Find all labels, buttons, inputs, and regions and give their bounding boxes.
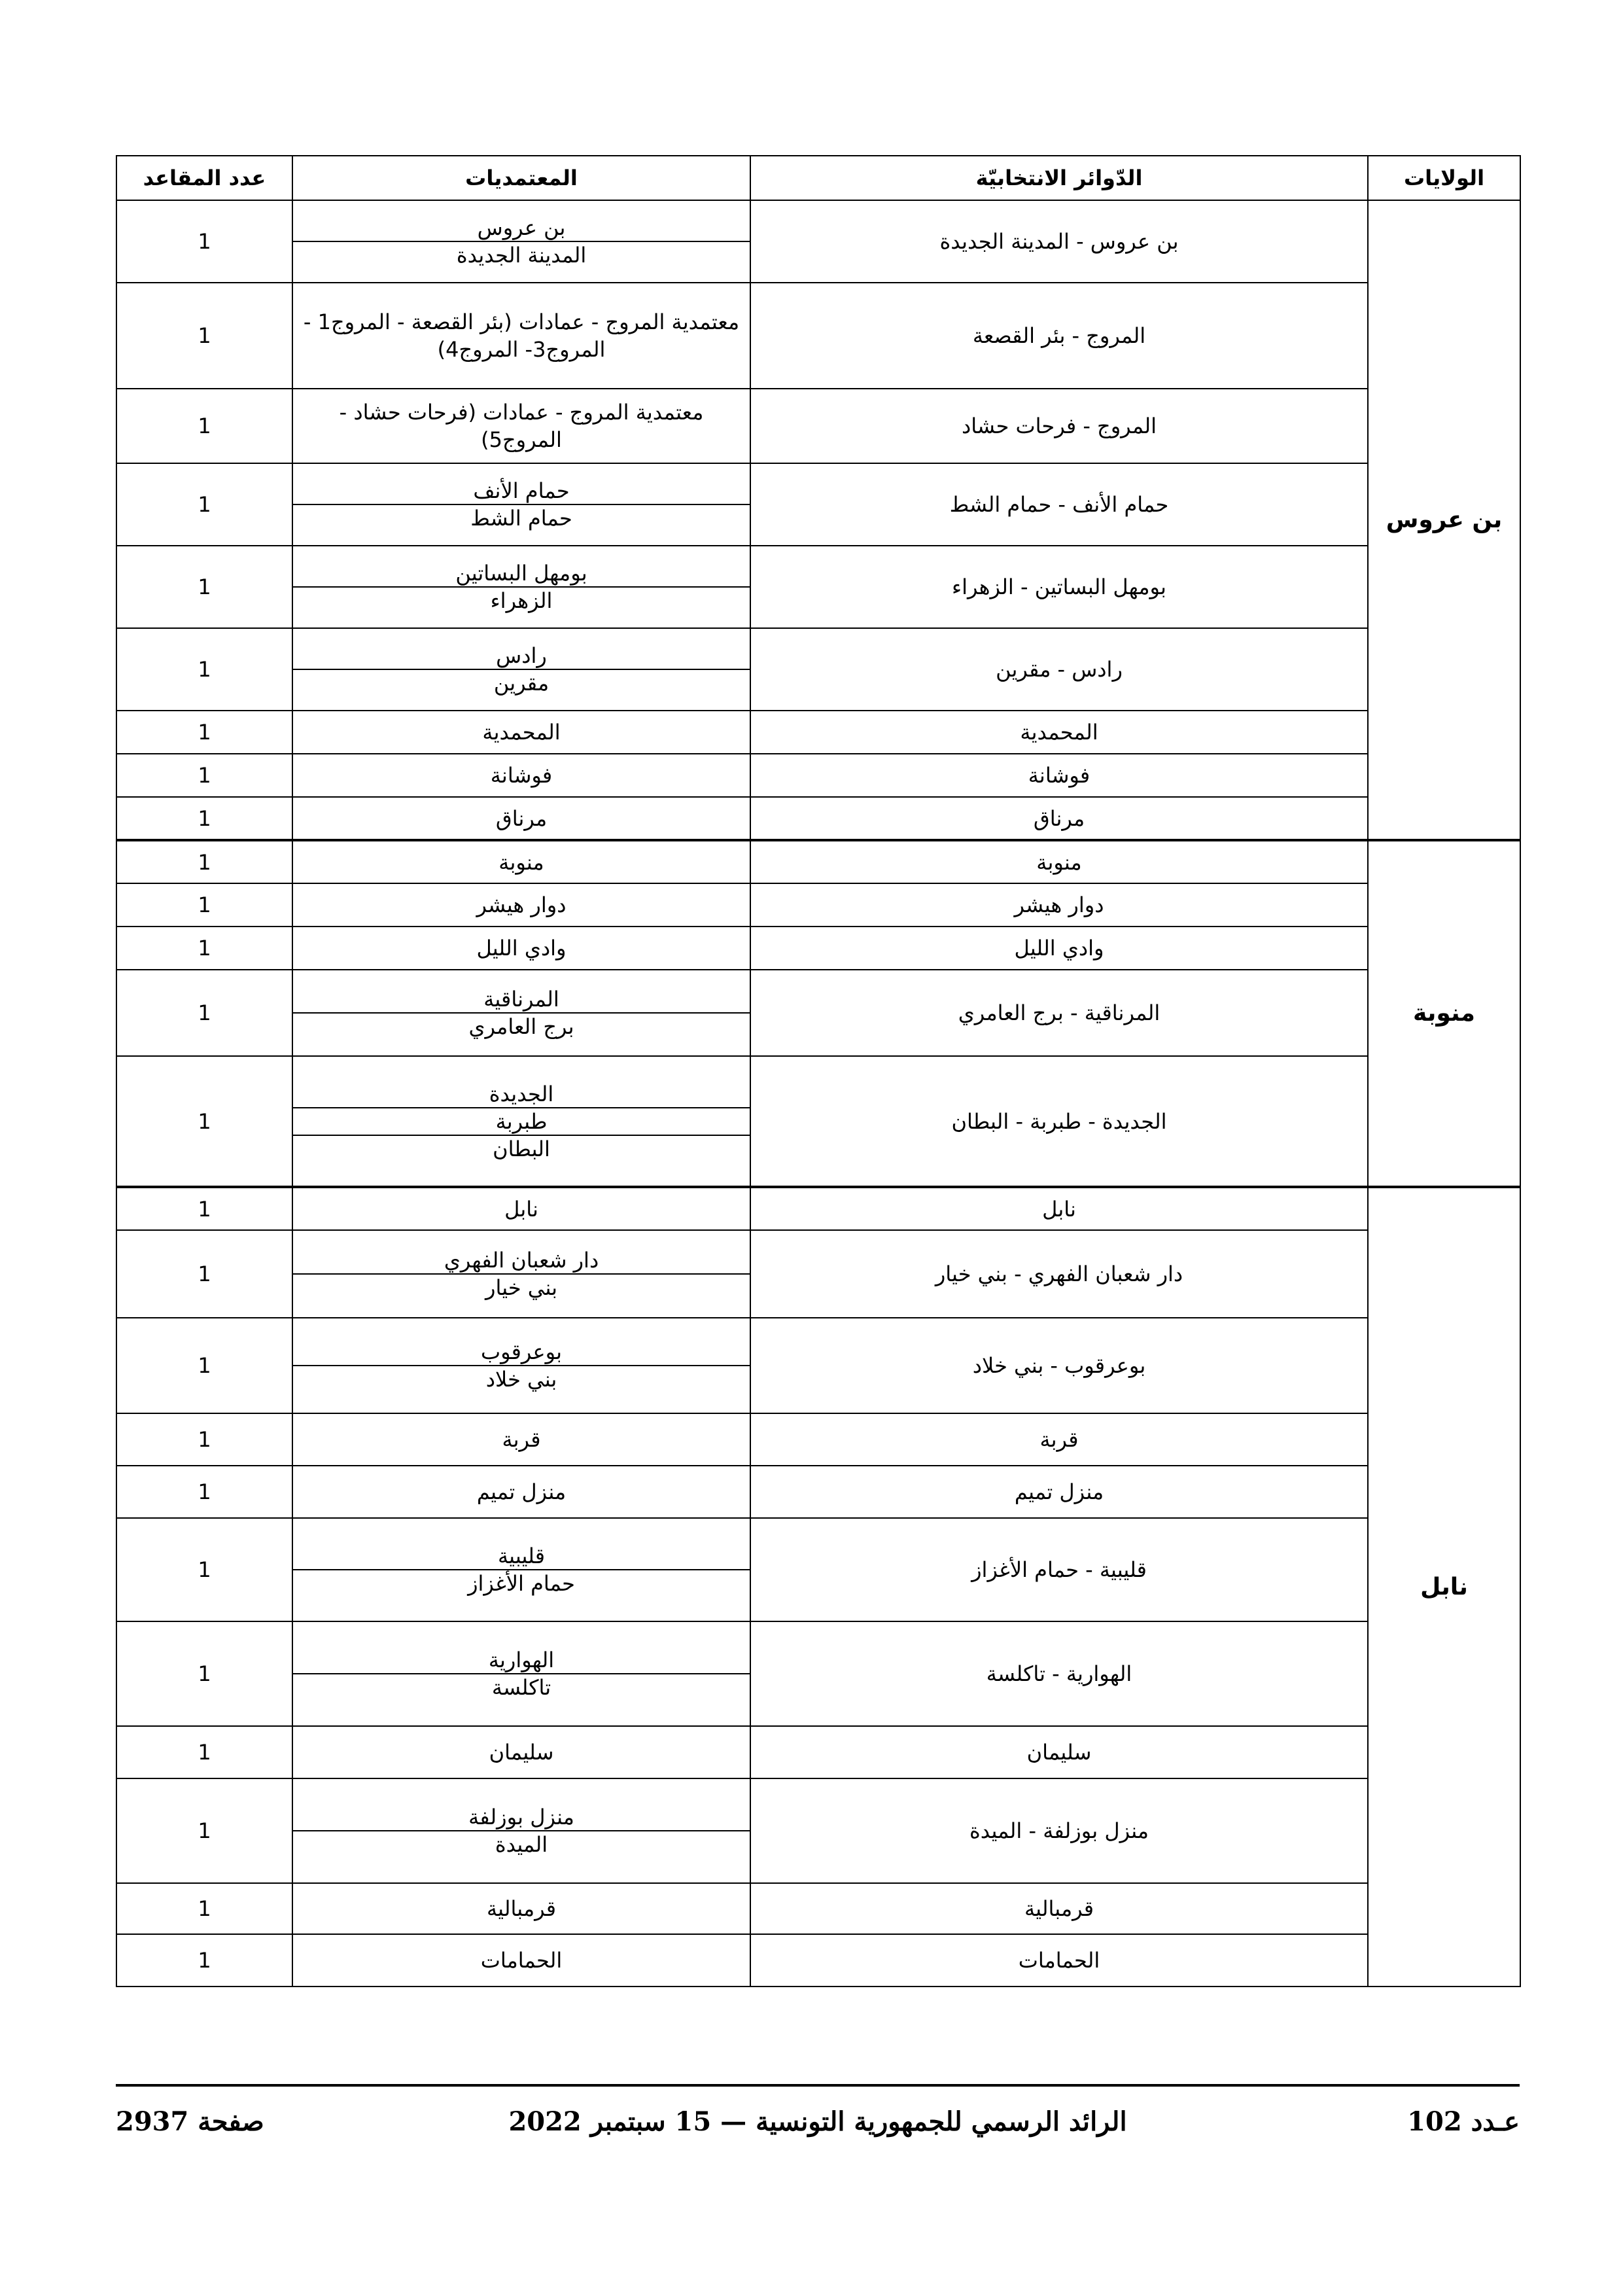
- table-row: [116, 1621, 1520, 1726]
- header-seats: عدد المقاعد: [116, 156, 292, 200]
- seats-cell: 1: [116, 1056, 292, 1187]
- page-footer: [116, 2084, 1520, 2139]
- table-row: [116, 1056, 1520, 1187]
- table-row: [116, 1934, 1520, 1987]
- delegation: برج العامري: [293, 1012, 750, 1040]
- seats-cell: 1: [116, 1518, 292, 1621]
- district-cell: المرناقية - برج العامري: [750, 970, 1368, 1056]
- delegation: البطان: [293, 1135, 750, 1162]
- delegations-cell: [292, 1318, 750, 1413]
- district-cell: قرمبالية: [750, 1883, 1368, 1934]
- delegations-cell: [292, 463, 750, 546]
- seats-cell: 1: [116, 754, 292, 797]
- delegation: دار شعبان الفهري: [444, 1248, 599, 1273]
- district-cell: الحمامات: [750, 1934, 1368, 1987]
- publication-line: الرائد الرسمي للجمهورية التونسية — 15 سبتمبر 2022: [508, 2106, 1127, 2137]
- table-row: [116, 1778, 1520, 1883]
- table-row: [116, 389, 1520, 463]
- delegations-cell: وادي الليل: [292, 927, 750, 970]
- district-cell: قليبية - حمام الأغزاز: [750, 1518, 1368, 1621]
- seats-cell: 1: [116, 1187, 292, 1230]
- delegation: المرناقية: [483, 987, 559, 1012]
- seats-cell: 1: [116, 546, 292, 628]
- delegations-cell: منزل تميم: [292, 1466, 750, 1518]
- delegations-cell: سليمان: [292, 1726, 750, 1778]
- governorate-cell: بن عروس: [1368, 200, 1520, 840]
- district-cell: بومهل البساتين - الزهراء: [750, 546, 1368, 628]
- header-governorate: الولايات: [1368, 156, 1520, 200]
- delegations-cell: [292, 628, 750, 711]
- delegation: طبربة: [293, 1107, 750, 1135]
- table-row: [116, 970, 1520, 1056]
- delegations-cell: نابل: [292, 1187, 750, 1230]
- district-cell: منوبة: [750, 840, 1368, 883]
- districts-table: [116, 155, 1521, 1987]
- district-cell: حمام الأنف - حمام الشط: [750, 463, 1368, 546]
- district-cell: نابل: [750, 1187, 1368, 1230]
- delegations-cell: دوار هيشر: [292, 883, 750, 927]
- delegations-cell: [292, 1518, 750, 1621]
- governorate-cell: منوبة: [1368, 840, 1520, 1187]
- seats-cell: 1: [116, 1318, 292, 1413]
- delegations-cell: الحمامات: [292, 1934, 750, 1987]
- table-row: [116, 200, 1520, 283]
- seats-cell: 1: [116, 1883, 292, 1934]
- table-row: [116, 283, 1520, 389]
- seats-cell: 1: [116, 1934, 292, 1987]
- delegation: بوعرقوب: [480, 1339, 563, 1364]
- seats-cell: 1: [116, 1466, 292, 1518]
- seats-cell: 1: [116, 1726, 292, 1778]
- table-row: [116, 1726, 1520, 1778]
- seats-cell: 1: [116, 1778, 292, 1883]
- delegations-cell: [292, 546, 750, 628]
- delegations-cell: [292, 1621, 750, 1726]
- delegation: الجديدة: [489, 1081, 554, 1106]
- table-row: [116, 1466, 1520, 1518]
- delegations-cell: [292, 1056, 750, 1187]
- seats-cell: 1: [116, 628, 292, 711]
- delegation: الهوارية: [488, 1648, 555, 1672]
- table-row: [116, 797, 1520, 840]
- district-cell: وادي الليل: [750, 927, 1368, 970]
- seats-cell: 1: [116, 883, 292, 927]
- delegation: تاكلسة: [293, 1673, 750, 1701]
- table-row: [116, 883, 1520, 927]
- seats-cell: 1: [116, 200, 292, 283]
- district-cell: المحمدية: [750, 711, 1368, 754]
- delegations-cell: [292, 1230, 750, 1318]
- table-header-row: [116, 156, 1520, 200]
- delegation: حمام الأغزاز: [293, 1569, 750, 1597]
- district-cell: رادس - مقرين: [750, 628, 1368, 711]
- district-cell: منزل بوزلفة - الميدة: [750, 1778, 1368, 1883]
- seats-cell: 1: [116, 1230, 292, 1318]
- district-cell: المروج - بئر القصعة: [750, 283, 1368, 389]
- delegation: بن عروس: [477, 215, 566, 240]
- table-row: [116, 927, 1520, 970]
- table-row: [116, 1883, 1520, 1934]
- district-cell: سليمان: [750, 1726, 1368, 1778]
- seats-cell: 1: [116, 1621, 292, 1726]
- delegations-cell: المحمدية: [292, 711, 750, 754]
- delegation: الزهراء: [293, 586, 750, 614]
- seats-cell: 1: [116, 840, 292, 883]
- delegation: بني خلاد: [293, 1365, 750, 1392]
- seats-cell: 1: [116, 463, 292, 546]
- delegation: المدينة الجديدة: [293, 241, 750, 268]
- delegation: منزل بوزلفة: [468, 1805, 574, 1829]
- delegation: الميدة: [293, 1830, 750, 1858]
- page-number: صفحة 2937: [116, 2106, 264, 2137]
- delegation: رادس: [496, 643, 547, 668]
- district-cell: دوار هيشر: [750, 883, 1368, 927]
- table-row: [116, 1318, 1520, 1413]
- district-cell: بوعرقوب - بني خلاد: [750, 1318, 1368, 1413]
- delegations-cell: قرمبالية: [292, 1883, 750, 1934]
- table-row: [116, 463, 1520, 546]
- district-cell: منزل تميم: [750, 1466, 1368, 1518]
- delegations-cell: [292, 200, 750, 283]
- table-row: [116, 1413, 1520, 1466]
- seats-cell: 1: [116, 970, 292, 1056]
- issue-number: عـدد 102: [1407, 2106, 1520, 2137]
- seats-cell: 1: [116, 711, 292, 754]
- table-row: [116, 1187, 1520, 1230]
- delegations-cell: فوشانة: [292, 754, 750, 797]
- delegation: بني خيار: [293, 1273, 750, 1301]
- seats-cell: 1: [116, 389, 292, 463]
- table-row: [116, 711, 1520, 754]
- table-row: [116, 840, 1520, 883]
- seats-cell: 1: [116, 283, 292, 389]
- table-row: [116, 546, 1520, 628]
- delegation: مقرين: [293, 669, 750, 696]
- table-row: [116, 628, 1520, 711]
- table-row: [116, 1518, 1520, 1621]
- delegations-cell: معتمدية المروج - عمادات (فرحات حشاد - المروج5): [292, 389, 750, 463]
- district-cell: فوشانة: [750, 754, 1368, 797]
- seats-cell: 1: [116, 1413, 292, 1466]
- delegations-cell: [292, 970, 750, 1056]
- delegation: حمام الشط: [293, 504, 750, 531]
- district-cell: المروج - فرحات حشاد: [750, 389, 1368, 463]
- delegations-cell: [292, 1778, 750, 1883]
- table-row: [116, 754, 1520, 797]
- delegation: حمام الأنف: [473, 478, 570, 503]
- district-cell: الجديدة - طبربة - البطان: [750, 1056, 1368, 1187]
- governorate-cell: نابل: [1368, 1187, 1520, 1987]
- header-delegations: المعتمديات: [292, 156, 750, 200]
- table-row: [116, 1230, 1520, 1318]
- district-cell: دار شعبان الفهري - بني خيار: [750, 1230, 1368, 1318]
- delegations-cell: مرناق: [292, 797, 750, 840]
- delegations-cell: معتمدية المروج - عمادات (بئر القصعة - المروج1 - المروج3- المروج4): [292, 283, 750, 389]
- header-district: الدّوائر الانتخابيّة: [750, 156, 1368, 200]
- delegation: بومهل البساتين: [455, 561, 587, 586]
- district-cell: قربة: [750, 1413, 1368, 1466]
- district-cell: مرناق: [750, 797, 1368, 840]
- seats-cell: 1: [116, 927, 292, 970]
- district-cell: الهوارية - تاكلسة: [750, 1621, 1368, 1726]
- delegations-cell: منوبة: [292, 840, 750, 883]
- district-cell: بن عروس - المدينة الجديدة: [750, 200, 1368, 283]
- seats-cell: 1: [116, 797, 292, 840]
- delegations-cell: قربة: [292, 1413, 750, 1466]
- delegation: قليبية: [498, 1544, 546, 1568]
